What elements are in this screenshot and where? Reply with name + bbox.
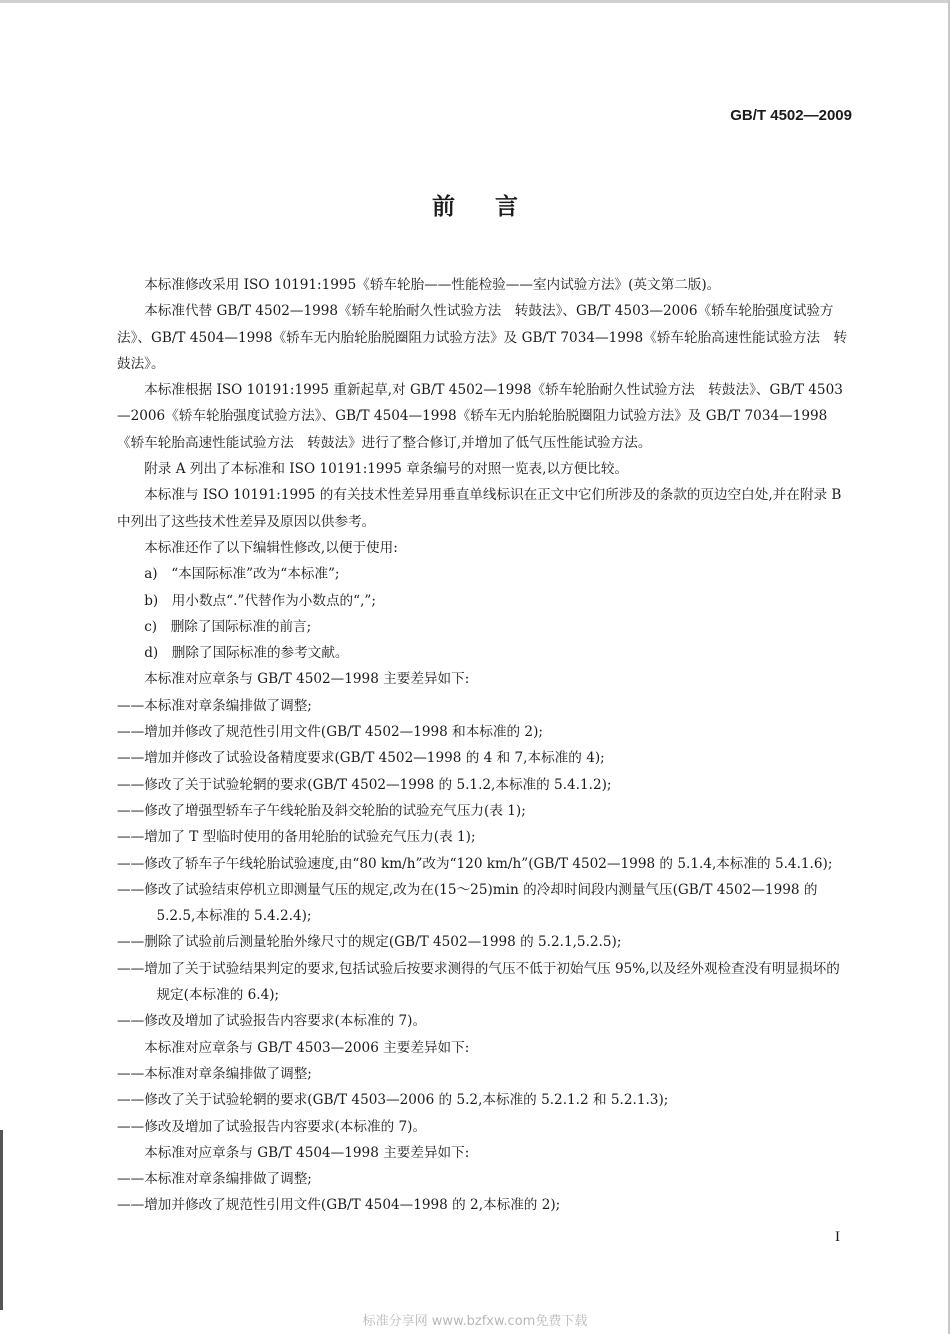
diff-item: ——修改及增加了试验报告内容要求(本标准的 7)。 [117, 1118, 427, 1135]
diff-item: ——修改及增加了试验报告内容要求(本标准的 7)。 [117, 1013, 427, 1030]
diff-item: ——增加并修改了试验设备精度要求(GB/T 4502—1998 的 4 和 7,本标准的 4); [117, 750, 605, 767]
list-item: b) 用小数点“.”代替作为小数点的“,”; [144, 592, 376, 609]
paragraph: 本标准根据 ISO 10191:1995 重新起草,对 GB/T 4502—1998《轿车轮胎耐久性试验方法 转鼓法》、GB/T 4503—2006《轿车轮胎强度试验方法》、GB/T 4504—1998《轿车无内胎轮胎脱圈阻力试验方法》及 GB/T 7034—1998《轿车轮胎高速性能试验方法 转鼓法》进行了整合修订,并增加了低气压性能试验方法。 [117, 382, 843, 451]
page-number: I [835, 1229, 840, 1245]
paragraph: 本标准还作了以下编辑性修改,以便于使用: [144, 539, 398, 556]
diff-item: ——修改了关于试验轮辋的要求(GB/T 4502—1998 的 5.1.2,本标准的 5.4.1.2); [117, 776, 612, 793]
scan-edge-top [0, 0, 950, 3]
section-heading: 本标准对应章条与 GB/T 4503—2006 主要差异如下: [144, 1039, 470, 1056]
paragraph: 本标准修改采用 ISO 10191:1995《轿车轮胎——性能检验——室内试验方法》(英文第二版)。 [144, 277, 721, 293]
document-body [117, 272, 852, 1219]
section-heading: 本标准对应章条与 GB/T 4504—1998 主要差异如下: [144, 1144, 470, 1161]
diff-item: ——修改了关于试验轮辋的要求(GB/T 4503—2006 的 5.2,本标准的 5.2.1.2 和 5.2.1.3); [117, 1092, 669, 1109]
list-item: d) 删除了国际标准的参考文献。 [144, 645, 349, 662]
watermark-footer: 标准分享网 www.bzfxw.com免费下载 [362, 1314, 588, 1329]
diff-item: ——增加并修改了规范性引用文件(GB/T 4504—1998 的 2,本标准的 2); [117, 1197, 561, 1214]
paragraph: 本标准代替 GB/T 4502—1998《轿车轮胎耐久性试验方法 转鼓法》、GB/T 4503—2006《轿车轮胎强度试验方法》、GB/T 4504—1998《轿车无内胎轮胎脱圈阻力试验方法》及 GB/T 7034—1998《轿车轮胎高速性能试验方法 转鼓法》。 [117, 303, 848, 372]
diff-item: ——本标准对章条编排做了调整; [117, 697, 312, 714]
diff-item: ——本标准对章条编排做了调整; [117, 1065, 312, 1082]
diff-item: ——修改了增强型轿车子午线轮胎及斜交轮胎的试验充气压力(表 1); [117, 802, 526, 819]
diff-item: ——删除了试验前后测量轮胎外缘尺寸的规定(GB/T 4502—1998 的 5.2.1,5.2.5); [117, 934, 622, 951]
section-heading: 本标准对应章条与 GB/T 4502—1998 主要差异如下: [144, 671, 470, 688]
document-code: GB/T 4502—2009 [730, 107, 852, 124]
paragraph: 附录 A 列出了本标准和 ISO 10191:1995 章条编号的对照一览表,以方便比较。 [144, 461, 629, 478]
list-item: c) 删除了国际标准的前言; [144, 618, 312, 635]
scan-edge-left [0, 1130, 3, 1310]
diff-item: ——本标准对章条编排做了调整; [117, 1171, 312, 1188]
diff-item: ——增加了关于试验结果判定的要求,包括试验后按要求测得的气压不低于初始气压 95%,以及经外观检查没有明显损坏的规定(本标准的 6.4); [117, 960, 840, 1004]
page-title: 前言 [432, 194, 558, 220]
list-item: a) “本国际标准”改为“本标准”; [144, 566, 340, 583]
diff-item: ——修改了轿车子午线轮胎试验速度,由“80 km/h”改为“120 km/h”(GB/T 4502—1998 的 5.1.4,本标准的 5.4.1.6); [117, 855, 833, 872]
diff-item: ——修改了试验结束停机立即测量气压的规定,改为在(15～25)min 的冷却时间段内测量气压(GB/T 4502—1998 的 5.2.5,本标准的 5.4.2.4); [117, 881, 818, 925]
diff-item: ——增加了 T 型临时使用的备用轮胎的试验充气压力(表 1); [117, 829, 476, 846]
paragraph: 本标准与 ISO 10191:1995 的有关技术性差异用垂直单线标识在正文中它们所涉及的条款的页边空白处,并在附录 B 中列出了这些技术性差异及原因以供参考。 [117, 487, 842, 530]
diff-item: ——增加并修改了规范性引用文件(GB/T 4502—1998 和本标准的 2); [117, 724, 543, 741]
